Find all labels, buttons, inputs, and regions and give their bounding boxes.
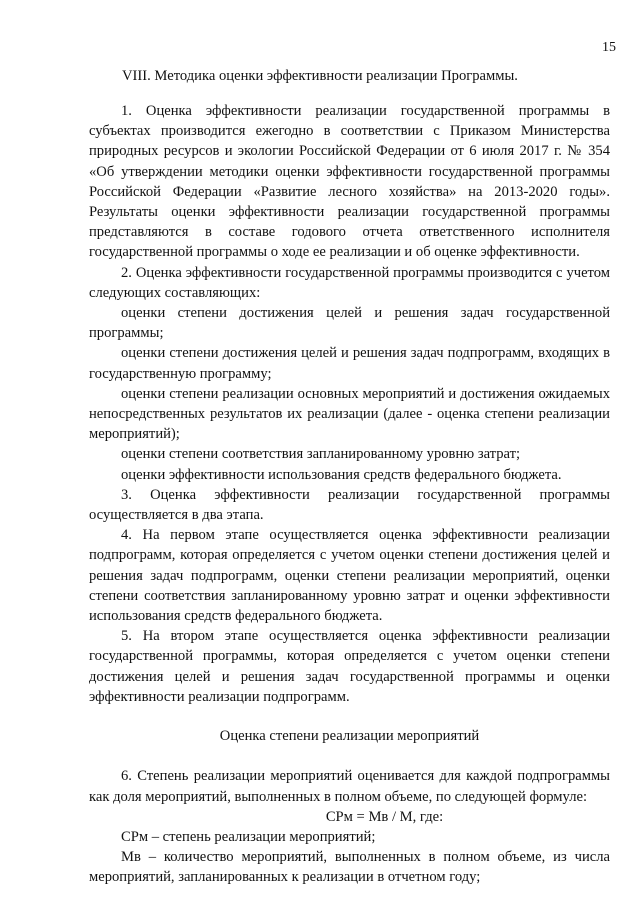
document-body [89,101,610,888]
list-item: оценки степени достижения целей и решения задач государственной программы; [89,305,610,342]
section-heading: VIII. Методика оценки эффективности реализации Программы. [122,68,518,84]
paragraph: 2. Оценка эффективности государственной программы производится с учетом следующих составляющих: [89,264,610,301]
definition: СРм – степень реализации мероприятий; [121,828,376,845]
paragraph: 6. Степень реализации мероприятий оценивается для каждой подпрограммы как доля мероприятий, выполненных в полном объеме, по следующей формуле: [89,768,610,805]
list-item: оценки степени достижения целей и решения задач подпрограмм, входящих в государственную программу; [89,345,610,382]
paragraph: 5. На втором этапе осуществляется оценка эффективности реализации государственной программы, которая определяется с учетом оценки степени достижения целей и решения задач государственной программы и оценки эффективности реализации подпрограмм. [89,628,610,705]
formula: СРм = Мв / М, где: [325,808,444,825]
page-number: 15 [602,40,616,55]
paragraph: 1. Оценка эффективности реализации государственной программы в субъектах производится ежегодно в соответствии с Приказом Министерства природных ресурсов и экологии Российской Федерации от 6 июля 2017 г. № 354 «Об утверждении методики оценки эффективности государственной программы Российской Федерации «Развитие лесного хозяйства» на 2013-2020 годы». Результаты оценки эффективности реализации государственной программы представляются в составе годового отчета ответственного исполнителя государственной программы о ходе ее реализации и об оценке эффективности. [89,103,610,261]
paragraph: 3. Оценка эффективности реализации государственной программы осуществляется в два этапа. [89,486,610,524]
list-item: оценки степени соответствия запланированному уровню затрат; [121,446,521,463]
list-item: оценки степени реализации основных мероприятий и достижения ожидаемых непосредственных результатов их реализации (далее - оценка степени реализации мероприятий); [89,385,610,443]
list-item: оценки эффективности использования средств федерального бюджета. [121,466,562,483]
paragraph: 4. На первом этапе осуществляется оценка эффективности реализации подпрограмм, которая определяется с учетом оценки степени достижения целей и решения задач подпрограмм, оценки степени реализации мероприятий, оценки степени соответствия запланированному уровню затрат и оценки эффективности использования средств федерального бюджета. [89,527,610,625]
definition: Мв – количество мероприятий, выполненных в полном объеме, из числа мероприятий, запланированных к реализации в отчетном году; [89,849,610,886]
subsection-heading: Оценка степени реализации мероприятий [219,728,480,745]
